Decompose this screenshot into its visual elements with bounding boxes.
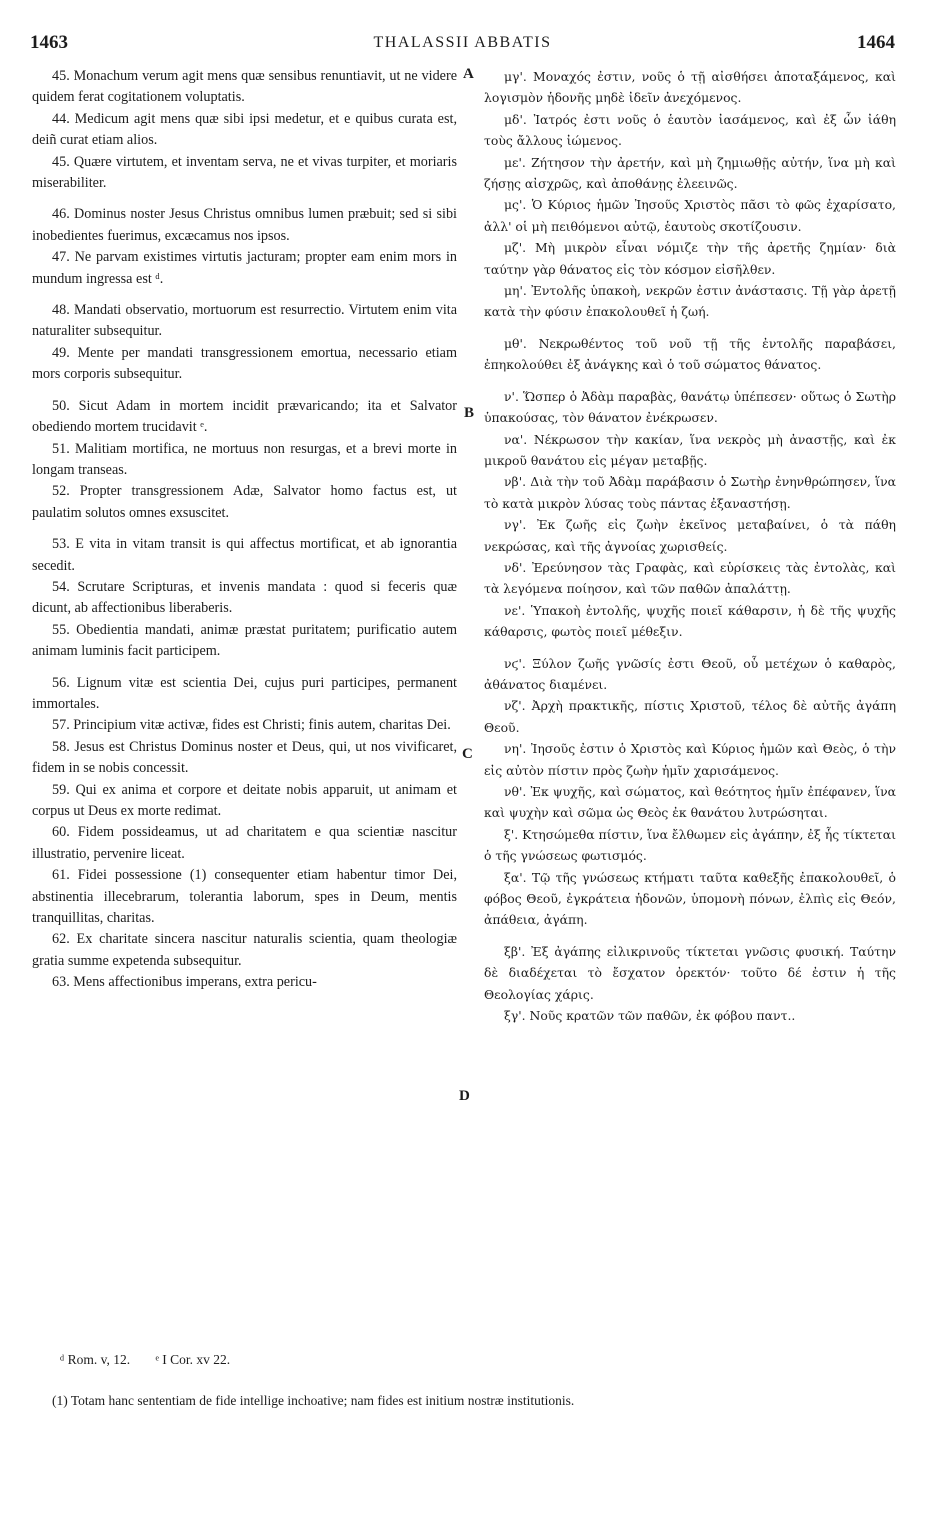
latin-paragraph-text: Principium vitæ activæ, fides est Christi; finis autem, charitas Dei.	[73, 717, 451, 734]
latin-paragraph-text: Mens affectionibus imperans, extra pericu-	[73, 974, 317, 991]
latin-paragraph	[32, 66, 457, 109]
latin-paragraph-number: 61.	[52, 867, 70, 884]
scripture-references	[60, 1352, 252, 1368]
latin-paragraph-number: 57.	[52, 717, 70, 734]
latin-paragraph	[32, 737, 457, 780]
paragraph-gap	[32, 290, 457, 300]
latin-paragraph-number: 54.	[52, 578, 70, 595]
running-title: THALASSII ABBATIS	[373, 34, 552, 51]
latin-paragraph	[32, 204, 457, 247]
greek-paragraph	[484, 600, 896, 643]
latin-paragraph-text: Propter transgressionem Adæ, Salvator homo factus est, ut paulatim solutos omnes exsuscitet.	[32, 483, 457, 521]
paragraph-gap	[32, 524, 457, 534]
scripture-reference: ᵉ I Cor. xv 22.	[155, 1352, 231, 1367]
latin-paragraph	[32, 439, 457, 482]
page-number-left: 1463	[30, 32, 68, 53]
latin-paragraph-number: 63.	[52, 974, 70, 991]
latin-paragraph	[32, 865, 457, 929]
greek-paragraph	[484, 471, 896, 514]
latin-paragraph-text: Fidei possessione (1) consequenter etiam habentur timor Dei, abstinentia illecebrarum, tolerantia laborum, spes in Deum, mentis tranquillitas, charitas.	[32, 867, 458, 927]
greek-paragraph	[484, 824, 896, 867]
latin-paragraph-text: Ne parvam existimes virtutis jacturam; propter eam enim mors in mundum ingressa est ᵈ.	[32, 249, 457, 287]
latin-paragraph	[32, 780, 457, 823]
latin-paragraph-number: 50.	[52, 397, 70, 414]
greek-paragraph-text: Ζήτησον τὴν ἀρετήν, καὶ μὴ ζημιωθῇς αὐτήν, ἵνα μὴ καὶ ζήσῃς αἰσχρῶς, καὶ ἀποθάνῃς ἐλεεινῶς.	[484, 154, 896, 192]
greek-paragraph-number: ξ'.	[504, 826, 519, 842]
greek-paragraph	[484, 557, 896, 600]
latin-paragraph-text: Sicut Adam in mortem incidit prævaricando; ita et Salvator obediendo mortem trucidavit ᵉ.	[32, 397, 458, 436]
column-marker-d: D	[459, 1088, 470, 1104]
latin-paragraph	[32, 247, 457, 290]
greek-paragraph-number: νθ'.	[504, 784, 527, 799]
greek-paragraph	[484, 867, 896, 931]
latin-paragraph-text: Quære virtutem, et inventam serva, ne et vivas turpiter, et moriaris miserabiliter.	[32, 153, 457, 192]
greek-paragraph	[484, 333, 896, 376]
latin-paragraph-number: 45.	[52, 153, 70, 170]
latin-paragraph-text: Jesus est Christus Dominus noster et Deus, qui, ut nos vivificaret, fidem in se nobis concessit.	[32, 738, 457, 777]
latin-paragraph-number: 52.	[52, 483, 70, 500]
greek-paragraph-number: νε'.	[504, 602, 526, 618]
latin-paragraph-text: Monachum verum agit mens quæ sensibus renuntiavit, ut ne videre quidem ferat cogitationem voluptatis.	[32, 68, 458, 106]
greek-paragraph-number: μη'.	[504, 283, 527, 299]
greek-paragraph-text: Μοναχός ἐστιν, νοῦς ὁ τῇ αἰσθήσει ἀποταξάμενος, καὶ λογισμὸν ἡδονῆς μηδὲ ἰδεῖν ἀνεχόμενος.	[484, 69, 896, 106]
greek-paragraph-text: Ἀρχὴ πρακτικῆς, πίστις Χριστοῦ, τέλος δὲ αὐτῆς ἀγάπη Θεοῦ.	[484, 698, 896, 735]
greek-paragraph	[484, 194, 896, 237]
latin-paragraph-text: Malitiam mortifica, ne mortuus non resurgas, et a brevi morte in longam transeas.	[32, 440, 457, 478]
greek-paragraph-number: νϛ'.	[504, 655, 526, 671]
latin-paragraph	[32, 343, 457, 386]
latin-paragraph	[32, 929, 457, 972]
greek-paragraph-number: νγ'.	[504, 517, 527, 533]
latin-paragraph-text: E vita in vitam transit is qui affectus mortificat, et ab ignorantia secedit.	[32, 536, 458, 574]
latin-paragraph-text: Obedientia mandati, animæ præstat puritatem; purificatio autem animam luminis facit participem.	[32, 621, 458, 660]
greek-paragraph-text: Ξύλον ζωῆς γνῶσίς ἐστι Θεοῦ, οὗ μετέχων ὁ καθαρὸς, ἀθάνατος διαμένει.	[484, 655, 896, 692]
scripture-reference: ᵈ Rom. v, 12.	[60, 1352, 131, 1367]
latin-paragraph-text: Mente per mandati transgressionem emortua, necessario etiam mors corporis subsequitur.	[32, 344, 458, 383]
greek-paragraph-text: Κτησώμεθα πίστιν, ἵνα ἔλθωμεν εἰς ἀγάπην, ἐξ ἧς τίκτεται ὁ τῆς γνώσεως φωτισμός.	[484, 826, 896, 864]
latin-paragraph-number: 56.	[52, 674, 70, 691]
greek-paragraph-text: Ἰατρός ἐστι νοῦς ὁ ἑαυτὸν ἰασάμενος, καὶ ἐξ ὧν ἰάθη τοὺς ἄλλους ἰώμενος.	[484, 111, 896, 149]
latin-paragraph	[32, 620, 457, 663]
greek-paragraph-text: Μὴ μικρὸν εἶναι νόμιζε τὴν τῆς ἀρετῆς ζημίαν· διὰ ταύτην γὰρ θάνατος εἰς τὸν κόσμον εἰσῆλθεν.	[484, 240, 896, 277]
greek-paragraph	[484, 941, 896, 1005]
latin-paragraph-number: 60.	[52, 824, 70, 841]
latin-paragraph	[32, 673, 457, 716]
latin-paragraph-number: 51.	[52, 440, 70, 457]
latin-paragraph-number: 49.	[52, 344, 70, 361]
greek-paragraph-number: με'.	[504, 154, 526, 170]
greek-paragraph-number: μζ'.	[504, 240, 527, 256]
column-marker-b: B	[464, 405, 475, 421]
greek-paragraph-number: νζ'.	[504, 698, 526, 714]
latin-paragraph	[32, 715, 457, 736]
latin-paragraph-number: 62.	[52, 931, 70, 948]
paragraph-gap	[32, 194, 457, 204]
paragraph-gap	[484, 931, 896, 941]
greek-paragraph-number: νβ'.	[504, 474, 527, 490]
paragraph-gap	[484, 643, 896, 653]
greek-paragraph-number: να'.	[504, 431, 528, 447]
greek-paragraph-number: μγ'.	[504, 69, 527, 84]
latin-paragraph-number: 55.	[52, 621, 70, 638]
greek-paragraph	[484, 152, 896, 195]
greek-paragraph-text: Ὁ Κύριος ἡμῶν Ἰησοῦς Χριστὸς πᾶσι τὸ φῶς ἐχαρίσατο, ἀλλ' οἱ μὴ πειθόμενοι αὐτῷ, ἑαυτοὺς σκοτίζουσιν.	[484, 197, 896, 234]
greek-paragraph-text: Νέκρωσον τὴν κακίαν, ἵνα νεκρὸς μὴ ἀναστῇς, καὶ ἐκ μικροῦ θανάτου εἰς μέγαν μεταβῇς.	[484, 431, 896, 468]
greek-paragraph-number: μδ'.	[504, 111, 527, 127]
greek-paragraph-text: Ὑπακοὴ ἐντολῆς, ψυχῆς ποιεῖ κάθαρσιν, ἡ δὲ τῆς ψυχῆς κάθαρσις, φωτὸς ποιεῖ μέθεξιν.	[484, 602, 896, 640]
greek-paragraph	[484, 66, 896, 109]
greek-paragraph-number: ξγ'.	[504, 1008, 526, 1024]
greek-paragraph	[484, 781, 896, 824]
column-marker-a: A	[463, 66, 474, 82]
greek-paragraph-number: νδ'.	[504, 559, 527, 575]
greek-paragraph	[484, 109, 896, 152]
greek-paragraph	[484, 514, 896, 557]
greek-paragraph-text: Τῷ τῆς γνώσεως κτήματι ταῦτα καθεξῆς ἐπακολουθεῖ, ὁ φόβος Θεοῦ, ἐγκράτεια ἡδονῶν, ὑπομονὴ πόνων, ἐλπὶς εἰς Θεόν, ἀπάθεια, ἀγάπη.	[484, 869, 896, 928]
paragraph-gap	[32, 386, 457, 396]
greek-paragraph	[484, 386, 896, 429]
greek-paragraph	[484, 280, 896, 323]
greek-paragraph-text: Ἐντολῆς ὑπακοὴ, νεκρῶν ἐστιν ἀνάστασις. Τῇ γὰρ ἀρετῇ κατὰ τὴν φύσιν ἐπακολουθεῖ ἡ ζωή.	[484, 283, 896, 320]
latin-paragraph	[32, 396, 457, 439]
greek-paragraph	[484, 738, 896, 781]
greek-paragraph-text: Ἐκ ζωῆς εἰς ζωὴν ἐκεῖνος μεταβαίνει, ὁ τὰ πάθη νεκρώσας, καὶ τῆς ἀγνοίας χωρισθείς.	[484, 517, 896, 554]
latin-paragraph-number: 47.	[52, 249, 70, 266]
greek-paragraph-number: ξα'.	[504, 869, 527, 885]
latin-paragraph	[32, 577, 457, 620]
greek-paragraph-number: ξβ'.	[504, 943, 526, 959]
greek-paragraph	[484, 429, 896, 472]
greek-column	[484, 66, 896, 1026]
paragraph-gap	[32, 663, 457, 673]
page-header	[30, 32, 895, 54]
latin-paragraph	[32, 481, 457, 524]
page-number-right: 1464	[857, 32, 895, 53]
greek-paragraph-number: μθ'.	[504, 335, 527, 351]
greek-paragraph-text: Ἐρεύνησον τὰς Γραφὰς, καὶ εὑρίσκεις τὰς ἐντολὰς, καὶ τὰ λεγόμενα ποίησον, καὶ τῶν παθῶν ἀπαλάττῃ.	[484, 559, 896, 597]
latin-paragraph-text: Qui ex anima et corpore et deitate nobis apparuit, ut animam et corpus ut Deus ex morte redimat.	[32, 781, 458, 819]
greek-paragraph-text: Ὥσπερ ὁ Ἀδὰμ παραβὰς, θανάτῳ ὑπέπεσεν· οὕτως ὁ Σωτὴρ ὑπακούσας, τὸν θάνατον ἐνέκρωσεν.	[484, 388, 896, 426]
paragraph-gap	[484, 376, 896, 386]
paragraph-gap	[484, 323, 896, 333]
latin-paragraph	[32, 822, 457, 865]
latin-paragraph-text: Lignum vitæ est scientia Dei, cujus puri participes, permanent immortales.	[32, 674, 457, 712]
greek-paragraph-number: νη'.	[504, 741, 527, 757]
latin-column	[32, 66, 457, 994]
latin-paragraph-text: Ex charitate sincera nascitur naturalis scientia, quam theologiæ gratia summe expetenda subsequitur.	[32, 931, 457, 969]
greek-paragraph-number: μς'.	[504, 197, 527, 213]
greek-paragraph-text: Ἐξ ἀγάπης εἰλικρινοῦς τίκτεται γνῶσις φυσική. Ταύτην δὲ διαδέχεται τὸ ἔσχατον ὀρεκτόν· τοῦτο δέ ἐστιν ἡ τῆς Θεολογίας χάρις.	[484, 943, 896, 1002]
latin-paragraph-text: Fidem possideamus, ut ad charitatem e qua scientiæ nascitur illustratio, pervenire liceat.	[32, 824, 457, 862]
footnote: (1) Totam hanc sententiam de fide intellige inchoative; nam fides est initium nostræ institutionis.	[52, 1393, 575, 1408]
latin-paragraph-number: 58.	[52, 738, 70, 755]
greek-paragraph-text: Διὰ τὴν τοῦ Ἀδὰμ παράβασιν ὁ Σωτὴρ ἐνηνθρώπησεν, ἵνα τὸ κατὰ μικρὸν λύσας τοὺς πάντας ἐξαναστήσῃ.	[484, 474, 896, 511]
greek-paragraph-text: Νεκρωθέντος τοῦ νοῦ τῇ τῆς ἐντολῆς παραβάσει, ἐπηκολούθει ἐξ ἀνάγκης καὶ ὁ τοῦ σώματος θάνατος.	[484, 335, 896, 373]
greek-paragraph	[484, 237, 896, 280]
greek-paragraph	[484, 653, 896, 696]
latin-paragraph-number: 46.	[52, 206, 70, 223]
latin-paragraph-number: 48.	[52, 302, 70, 319]
latin-paragraph-number: 45.	[52, 68, 70, 84]
latin-paragraph	[32, 109, 457, 152]
latin-paragraph-text: Scrutare Scripturas, et invenis mandata : quod si feceris quæ dicunt, ab affectionibus liberaberis.	[32, 578, 457, 617]
latin-paragraph-number: 59.	[52, 781, 70, 798]
latin-paragraph-number: 53.	[52, 536, 70, 553]
latin-paragraph-text: Medicum agit mens quæ sibi ipsi medetur, et e quibus curata est, deiñ curat etiam alios.	[32, 110, 457, 149]
latin-paragraph	[32, 300, 457, 343]
column-marker-c: C	[462, 746, 473, 762]
greek-paragraph	[484, 695, 896, 738]
latin-paragraph-text: Dominus noster Jesus Christus omnibus lumen præbuit; sed si sibi inobedientes fuerimus, excæcamus nos ipsos.	[32, 206, 457, 244]
greek-paragraph	[484, 1005, 896, 1026]
latin-paragraph-text: Mandati observatio, mortuorum est resurrectio. Virtutem enim vita naturaliter subsequitur.	[32, 302, 458, 340]
latin-paragraph	[32, 534, 457, 577]
greek-paragraph-text: Νοῦς κρατῶν τῶν παθῶν, ἐκ φόβου παντ..	[529, 1008, 796, 1024]
greek-paragraph-number: ν'.	[504, 388, 519, 404]
greek-paragraph-text: Ἰησοῦς ἐστιν ὁ Χριστὸς καὶ Κύριος ἡμῶν καὶ Θεὸς, ὁ τὴν εἰς αὐτὸν πίστιν πρὸς ζωὴν ἡμῖν χαρισάμενος.	[484, 741, 896, 778]
latin-paragraph	[32, 972, 457, 993]
greek-paragraph-text: Ἐκ ψυχῆς, καὶ σώματος, καὶ θεότητος ἡμῖν ἐπέφανεν, ἵνα καὶ ψυχὴν καὶ σῶμα ὡς Θεὸς ἐκ θανάτου λυτρώσηται.	[484, 784, 896, 821]
latin-paragraph	[32, 152, 457, 195]
latin-paragraph-number: 44.	[52, 110, 70, 127]
